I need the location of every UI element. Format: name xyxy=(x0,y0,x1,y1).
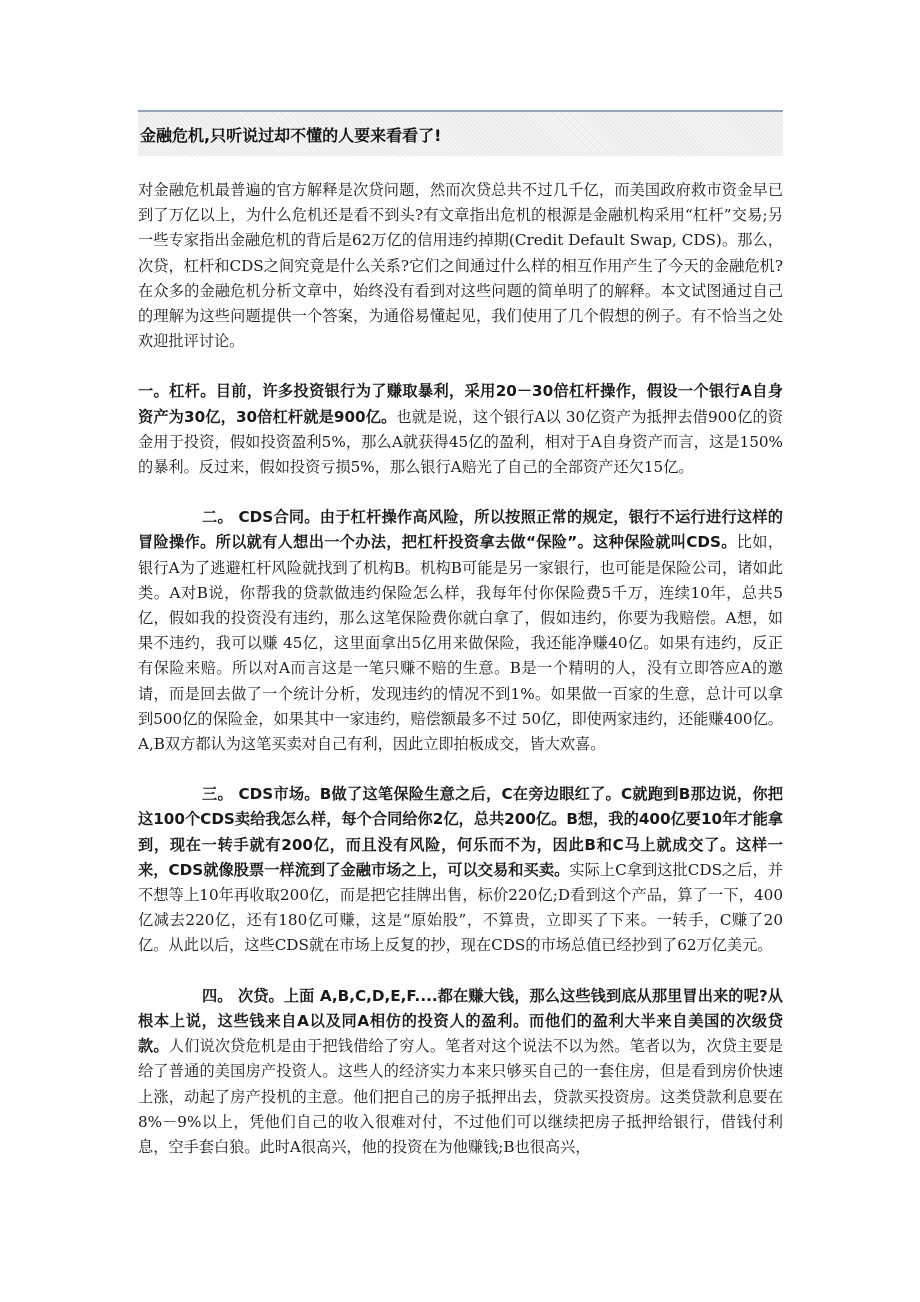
document-page xyxy=(138,110,783,1185)
section-cds-market-heading: 三。 CDS市场。B做了这笔保险生意之后，C在旁边眼红了。C就跑到B那边说，你把这100个CDS卖给我怎么样，每个合同给你2亿，总共200亿。B想，我的400亿要10年才能拿到，现在一转手就有200亿，而且没有风险，何乐而不为，因此B和C马上就成交了。这样一来，CDS就像股票一样流到了金融市场之上，可以交易和买卖。 xyxy=(138,785,783,879)
article-body xyxy=(138,178,783,1160)
section-leverage-text: 也就是说，这个银行A以 30亿资产为抵押去借900亿的资金用于投资，假如投资盈利5%，那么A就获得45亿的盈利，相对于A自身资产而言，这是150%的暴利。反过来，假如投资亏损5%，那么银行A赔光了自己的全部资产还欠15亿。 xyxy=(138,407,783,477)
article-title: 金融危机,只听说过却不懂的人要来看看了! xyxy=(140,125,442,145)
section-subprime-text: 人们说次贷危机是由于把钱借给了穷人。笔者对这个说法不以为然。笔者以为，次贷主要是给了普通的美国房产投资人。这些人的经济实力本来只够买自己的一套住房，但是看到房价快速上涨，动起了房产投机的主意。他们把自己的房子抵押出去，贷款买投资房。这类贷款利息要在8%－9%以上，凭他们自己的收入很难对付，不过他们可以继续把房子抵押给银行，借钱付利息，空手套白狼。此时A很高兴，他的投资在为他赚钱;B也很高兴， xyxy=(138,1037,784,1156)
section-cds-contract-text: 比如，银行A为了逃避杠杆风险就找到了机构B。机构B可能是另一家银行，也可能是保险公司，诸如此类。A对B说，你帮我的贷款做违约保险怎么样，我每年付你保险费5千万，连续10年，总共5亿，假如我的投资没有违约，那么这笔保险费你就白拿了，假如违约，你要为我赔偿。A想，如果不违约，我可以赚 45亿，这里面拿出5亿用来做保险，我还能净赚40亿。如果有违约，反正有保险来赔。所以对A而言这是一笔只赚不赔的生意。B是一个精明的人，没有立即答应A的邀请，而是回去做了一个统计分析，发现违约的情况不到1%。如果做一百家的生意，总计可以拿到500亿的保险金，如果其中一家违约，赔偿额最多不过 50亿，即使两家违约，还能赚400亿。A,B双方都认为这笔买卖对自己有利，因此立即拍板成交，皆大欢喜。 xyxy=(138,533,784,754)
section-cds-market-text: 实际上C拿到这批CDS之后，并不想等上10年再收取200亿，而是把它挂牌出售，标价220亿;D看到这个产品，算了一下，400亿减去220亿，还有180亿可赚，这是“原始股”，不算贵，立即买了下来。一转手，C赚了20 亿。从此以后，这些CDS就在市场上反复的抄，现在CDS的市场总值已经抄到了62万亿美元。 xyxy=(138,860,783,955)
intro-paragraph: 对金融危机最普遍的官方解释是次贷问题，然而次贷总共不过几千亿，而美国政府救市资金早已到了万亿以上，为什么危机还是看不到头?有文章指出危机的根源是金融机构采用“杠杆”交易;另一些专家指出金融危机的背后是62万亿的信用违约掉期(Credit Default Swap, CDS)。那么，次贷，杠杆和CDS之间究竟是什么关系?它们之间通过什么样的相互作用产生了今天的金融危机?在众多的金融危机分析文章中，始终没有看到对这些问题的简单明了的解释。本文试图通过自己的理解为这些问题提供一个答案，为通俗易懂起见，我们使用了几个假想的例子。有不恰当之处欢迎批评讨论。 xyxy=(138,181,783,351)
section-leverage xyxy=(138,379,783,480)
article-title-bar xyxy=(138,110,783,156)
section-subprime-heading: 四。 次贷。上面 A,B,C,D,E,F....都在赚大钱，那么这些钱到底从那里冒出来的呢?从根本上说，这些钱来自A以及同A相仿的投资人的盈利。而他们的盈利大半来自美国的次级贷款。 xyxy=(138,986,783,1056)
section-cds-market xyxy=(138,782,783,958)
section-cds-contract-heading: 二。 CDS合同。由于杠杆操作高风险，所以按照正常的规定，银行不运行进行这样的冒险操作。所以就有人想出一个办法，把杠杆投资拿去做“保险”。这种保险就叫CDS。 xyxy=(138,508,783,552)
section-leverage-heading: 一。杠杆。目前，许多投资银行为了赚取暴利，采用20－30倍杠杆操作，假设一个银行A自身资产为30亿，30倍杠杆就是900亿。 xyxy=(138,382,783,426)
section-cds-contract xyxy=(138,505,783,757)
section-subprime xyxy=(138,984,783,1160)
